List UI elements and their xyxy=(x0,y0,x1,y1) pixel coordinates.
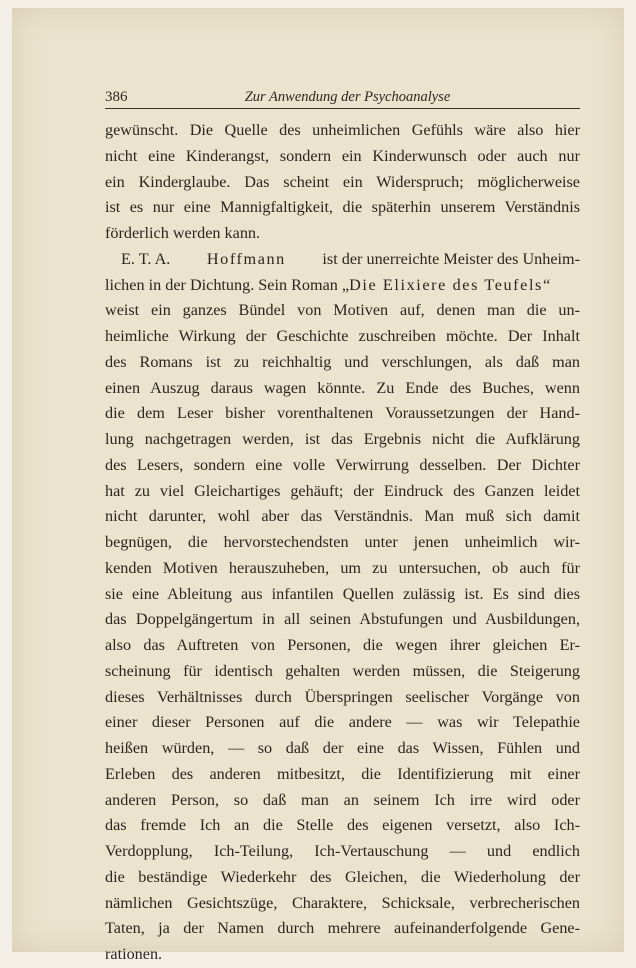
text-line: hat zu viel Gleichartiges gehäuft; der Eindruck des Ganzen leidet xyxy=(105,481,580,500)
text-line: gewünscht. Die Quelle des unheimlichen Gefühls wäre also hier xyxy=(105,121,580,139)
text-line: Verdopplung, Ich-Teilung, Ich-Vertauschung — und endlich xyxy=(105,842,580,860)
novel-title: Die Elixiere des Teufels xyxy=(349,275,543,294)
text-segment: ist der unerreichte Meister des Unheim- xyxy=(322,249,580,268)
text-line: ein Kinderglaube. Das scheint ein Widerspruch; möglicherweise xyxy=(105,172,580,191)
text-line: rationen. xyxy=(105,945,163,963)
text-line: also das Auftreten von Personen, die wegen ihrer gleichen Er- xyxy=(105,636,580,654)
text-line: die beständige Wiederkehr des Gleichen, die Wiederholung der xyxy=(105,867,580,886)
body-text xyxy=(105,118,580,968)
text-segment: E. T. A. xyxy=(121,249,171,268)
text-line: begnügen, die hervorstechendsten unter jenen unheimlich wir- xyxy=(105,533,580,551)
text-line: nicht darunter, wohl aber das Verständnis. Man muß sich damit xyxy=(105,507,580,526)
text-line: Erleben des anderen mitbesitzt, die Identifizierung mit einer xyxy=(105,764,580,783)
text-line: dieses Verhältnisses durch Überspringen seelischer Vorgänge von xyxy=(105,687,580,706)
text-line: das Doppelgängertum in all seinen Abstufungen und Ausbildungen, xyxy=(105,610,580,629)
author-name: Hoffmann xyxy=(206,249,286,268)
text-line: Taten, ja der Namen durch mehrere aufeinanderfolgende Gene- xyxy=(105,919,580,938)
text-line: weist ein ganzes Bündel von Motiven auf, denen man die un- xyxy=(105,301,580,320)
text-line: des Romans ist zu reichhaltig und verschlungen, als daß man xyxy=(105,352,580,371)
running-title: Zur Anwendung der Psychoanalyse xyxy=(244,89,451,105)
text-line: heimliche Wirkung der Geschichte zuschreiben möchte. Der Inhalt xyxy=(105,327,580,345)
text-line: anderen Person, so daß man an seinem Ich irre wird oder xyxy=(105,790,580,809)
text-line: förderlich werden kann. xyxy=(105,224,261,242)
page-number: 386 xyxy=(105,89,128,105)
text-line: das fremde Ich an die Stelle des eigenen versetzt, also Ich- xyxy=(105,816,580,835)
text-line: lung nachgetragen werden, ist das Ergebnis nicht die Aufklärung xyxy=(105,430,580,448)
text-line: nämlichen Gesichtszüge, Charaktere, Schicksale, verbrecherischen xyxy=(105,893,580,912)
text-line: die dem Leser bisher vorenthaltenen Voraussetzungen der Hand- xyxy=(105,404,580,423)
text-line: sie eine Ableitung aus infantilen Quellen zulässig ist. Es sind dies xyxy=(105,584,580,603)
text-line: einen Auszug daraus wagen könnte. Zu Ende des Buches, wenn xyxy=(105,378,580,397)
page-header xyxy=(105,88,580,109)
text-line: ist es nur eine Mannigfaltigkeit, die späterhin unserem Verständnis xyxy=(105,198,580,217)
text-line: kenden Motiven herauszuheben, um zu untersuchen, ob auch für xyxy=(105,558,580,577)
text-line: nicht eine Kinderangst, sondern ein Kinderwunsch oder auch nur xyxy=(105,146,580,165)
text-segment: “ xyxy=(542,275,551,294)
text-line: heißen würden, — so daß der eine das Wissen, Fühlen und xyxy=(105,739,580,757)
text-line: des Lesers, sondern eine volle Verwirrung desselben. Der Dichter xyxy=(105,455,580,474)
text-line: scheinung für identisch gehalten werden müssen, die Steigerung xyxy=(105,661,580,680)
text-line xyxy=(105,273,580,299)
text-line: einer dieser Personen auf die andere — was wir Telepathie xyxy=(105,713,580,732)
text-segment: lichen in der Dichtung. Sein Roman „ xyxy=(105,275,350,294)
text-line xyxy=(105,247,580,273)
